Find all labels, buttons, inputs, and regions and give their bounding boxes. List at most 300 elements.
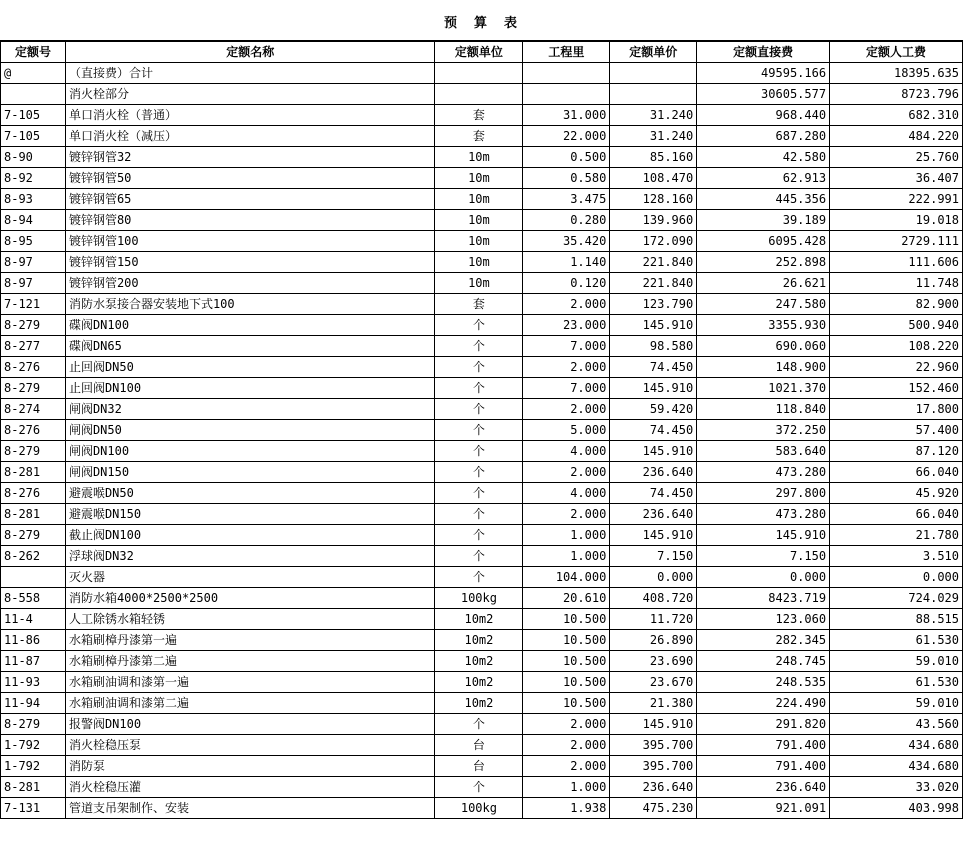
cell-unit-price[interactable]: 172.090	[610, 231, 697, 252]
table-row	[1, 735, 963, 756]
cell-unit[interactable]: 个	[435, 546, 523, 567]
cell-direct-cost[interactable]: 8423.719	[697, 588, 830, 609]
col-header-name[interactable]: 定额名称	[65, 42, 435, 63]
cell-unit[interactable]: 10m	[435, 168, 523, 189]
cell-unit-price[interactable]: 85.160	[610, 147, 697, 168]
cell-unit[interactable]: 个	[435, 504, 523, 525]
cell-name[interactable]: 灭火器	[65, 567, 435, 588]
cell-name[interactable]: 碟阀DN100	[65, 315, 435, 336]
cell-code[interactable]: 7-131	[1, 798, 66, 819]
cell-quantity[interactable]: 7.000	[523, 378, 610, 399]
cell-name[interactable]: 消火栓稳压泵	[65, 735, 435, 756]
cell-labor-cost[interactable]: 11.748	[830, 273, 963, 294]
cell-quantity[interactable]: 2.000	[523, 756, 610, 777]
table-row	[1, 168, 963, 189]
cell-name[interactable]: 镀锌钢管150	[65, 252, 435, 273]
table-row	[1, 231, 963, 252]
cell-unit[interactable]: 10m2	[435, 609, 523, 630]
cell-direct-cost[interactable]: 123.060	[697, 609, 830, 630]
cell-name[interactable]: 人工除锈水箱轻锈	[65, 609, 435, 630]
cell-code[interactable]	[1, 84, 66, 105]
col-header-direct-cost[interactable]: 定额直接费	[697, 42, 830, 63]
cell-labor-cost[interactable]: 61.530	[830, 672, 963, 693]
cell-name[interactable]: 镀锌钢管200	[65, 273, 435, 294]
cell-code[interactable]: 7-121	[1, 294, 66, 315]
cell-quantity[interactable]: 2.000	[523, 294, 610, 315]
cell-name[interactable]: 消火栓稳压灌	[65, 777, 435, 798]
cell-labor-cost[interactable]: 87.120	[830, 441, 963, 462]
cell-quantity[interactable]: 35.420	[523, 231, 610, 252]
cell-quantity[interactable]: 2.000	[523, 735, 610, 756]
cell-quantity[interactable]: 20.610	[523, 588, 610, 609]
table-row	[1, 210, 963, 231]
table-row	[1, 609, 963, 630]
cell-unit[interactable]: 10m2	[435, 672, 523, 693]
cell-quantity[interactable]: 1.000	[523, 546, 610, 567]
cell-name[interactable]: 镀锌钢管100	[65, 231, 435, 252]
cell-name[interactable]: 报警阀DN100	[65, 714, 435, 735]
cell-direct-cost[interactable]: 224.490	[697, 693, 830, 714]
table-row	[1, 651, 963, 672]
cell-unit-price[interactable]: 74.450	[610, 483, 697, 504]
cell-direct-cost[interactable]: 3355.930	[697, 315, 830, 336]
cell-labor-cost[interactable]: 18395.635	[830, 63, 963, 84]
cell-unit-price[interactable]: 26.890	[610, 630, 697, 651]
cell-quantity[interactable]: 23.000	[523, 315, 610, 336]
cell-unit[interactable]: 10m2	[435, 693, 523, 714]
col-header-quantity[interactable]: 工程里	[523, 42, 610, 63]
cell-quantity[interactable]: 4.000	[523, 483, 610, 504]
table-row	[1, 756, 963, 777]
cell-unit-price[interactable]: 236.640	[610, 777, 697, 798]
cell-unit[interactable]: 个	[435, 399, 523, 420]
cell-direct-cost[interactable]: 62.913	[697, 168, 830, 189]
table-body	[1, 63, 963, 819]
cell-unit[interactable]: 个	[435, 777, 523, 798]
table-row	[1, 714, 963, 735]
cell-unit-price[interactable]: 98.580	[610, 336, 697, 357]
cell-unit[interactable]: 个	[435, 462, 523, 483]
cell-unit[interactable]: 100kg	[435, 798, 523, 819]
cell-unit[interactable]: 100kg	[435, 588, 523, 609]
cell-name[interactable]: 避震喉DN50	[65, 483, 435, 504]
cell-code[interactable]: 8-279	[1, 525, 66, 546]
cell-quantity[interactable]: 0.580	[523, 168, 610, 189]
cell-direct-cost[interactable]: 473.280	[697, 504, 830, 525]
sheet-title: 预 算 表	[443, 16, 519, 31]
cell-name[interactable]: 碟阀DN65	[65, 336, 435, 357]
cell-direct-cost[interactable]: 252.898	[697, 252, 830, 273]
cell-direct-cost[interactable]: 791.400	[697, 756, 830, 777]
cell-quantity[interactable]	[523, 63, 610, 84]
col-header-code[interactable]: 定额号	[1, 42, 66, 63]
cell-name[interactable]: 水箱刷樟丹漆第二遍	[65, 651, 435, 672]
cell-direct-cost[interactable]: 248.535	[697, 672, 830, 693]
cell-unit[interactable]: 个	[435, 315, 523, 336]
cell-unit[interactable]: 个	[435, 336, 523, 357]
cell-unit[interactable]: 套	[435, 105, 523, 126]
cell-name[interactable]: 止回阀DN50	[65, 357, 435, 378]
cell-code[interactable]: 11-4	[1, 609, 66, 630]
cell-name[interactable]: 闸阀DN50	[65, 420, 435, 441]
cell-unit[interactable]: 台	[435, 756, 523, 777]
cell-code[interactable]: 8-281	[1, 504, 66, 525]
table-row	[1, 315, 963, 336]
cell-code[interactable]: 7-105	[1, 105, 66, 126]
cell-unit-price[interactable]: 145.910	[610, 378, 697, 399]
cell-unit-price[interactable]: 145.910	[610, 315, 697, 336]
cell-labor-cost[interactable]: 33.020	[830, 777, 963, 798]
cell-unit[interactable]: 10m	[435, 252, 523, 273]
cell-unit-price[interactable]	[610, 84, 697, 105]
cell-direct-cost[interactable]: 372.250	[697, 420, 830, 441]
cell-direct-cost[interactable]: 30605.577	[697, 84, 830, 105]
cell-code[interactable]: 8-276	[1, 357, 66, 378]
cell-code[interactable]: 11-94	[1, 693, 66, 714]
cell-direct-cost[interactable]: 291.820	[697, 714, 830, 735]
cell-direct-cost[interactable]: 247.580	[697, 294, 830, 315]
cell-unit[interactable]: 个	[435, 357, 523, 378]
cell-labor-cost[interactable]: 61.530	[830, 630, 963, 651]
cell-unit-price[interactable]: 221.840	[610, 273, 697, 294]
cell-unit[interactable]: 10m	[435, 210, 523, 231]
table-row	[1, 441, 963, 462]
cell-unit-price[interactable]: 0.000	[610, 567, 697, 588]
cell-unit-price[interactable]: 108.470	[610, 168, 697, 189]
cell-unit-price[interactable]: 123.790	[610, 294, 697, 315]
cell-unit-price[interactable]: 21.380	[610, 693, 697, 714]
cell-name[interactable]: 水箱刷油调和漆第一遍	[65, 672, 435, 693]
cell-quantity[interactable]	[523, 84, 610, 105]
cell-code[interactable]: @	[1, 63, 66, 84]
cell-direct-cost[interactable]: 968.440	[697, 105, 830, 126]
cell-code[interactable]: 8-281	[1, 462, 66, 483]
cell-unit[interactable]: 10m	[435, 273, 523, 294]
table-row	[1, 378, 963, 399]
cell-labor-cost[interactable]: 111.606	[830, 252, 963, 273]
table-row	[1, 252, 963, 273]
cell-quantity[interactable]: 2.000	[523, 462, 610, 483]
cell-name[interactable]: 消防水箱4000*2500*2500	[65, 588, 435, 609]
cell-code[interactable]: 8-279	[1, 378, 66, 399]
cell-code[interactable]: 8-276	[1, 420, 66, 441]
cell-unit-price[interactable]: 23.690	[610, 651, 697, 672]
cell-unit-price[interactable]: 395.700	[610, 735, 697, 756]
cell-code[interactable]: 8-276	[1, 483, 66, 504]
cell-unit-price[interactable]: 139.960	[610, 210, 697, 231]
cell-quantity[interactable]: 2.000	[523, 714, 610, 735]
cell-labor-cost[interactable]: 66.040	[830, 504, 963, 525]
cell-name[interactable]: 止回阀DN100	[65, 378, 435, 399]
cell-unit-price[interactable]: 145.910	[610, 525, 697, 546]
table-row	[1, 105, 963, 126]
cell-direct-cost[interactable]: 42.580	[697, 147, 830, 168]
cell-labor-cost[interactable]: 3.510	[830, 546, 963, 567]
cell-unit[interactable]: 10m	[435, 189, 523, 210]
cell-code[interactable]: 8-558	[1, 588, 66, 609]
cell-labor-cost[interactable]: 17.800	[830, 399, 963, 420]
cell-name[interactable]: 管道支吊架制作、安装	[65, 798, 435, 819]
cell-unit[interactable]: 10m	[435, 231, 523, 252]
cell-name[interactable]: 闸阀DN150	[65, 462, 435, 483]
cell-unit-price[interactable]: 74.450	[610, 357, 697, 378]
cell-code[interactable]: 8-97	[1, 252, 66, 273]
cell-unit-price[interactable]	[610, 63, 697, 84]
table-row	[1, 462, 963, 483]
cell-labor-cost[interactable]: 682.310	[830, 105, 963, 126]
cell-quantity[interactable]: 10.500	[523, 651, 610, 672]
cell-quantity[interactable]: 4.000	[523, 441, 610, 462]
cell-name[interactable]: 镀锌钢管50	[65, 168, 435, 189]
cell-labor-cost[interactable]: 45.920	[830, 483, 963, 504]
cell-unit-price[interactable]: 11.720	[610, 609, 697, 630]
cell-quantity[interactable]: 10.500	[523, 630, 610, 651]
table-row	[1, 189, 963, 210]
cell-labor-cost[interactable]: 2729.111	[830, 231, 963, 252]
cell-labor-cost[interactable]: 22.960	[830, 357, 963, 378]
cell-labor-cost[interactable]: 25.760	[830, 147, 963, 168]
cell-unit-price[interactable]: 31.240	[610, 105, 697, 126]
cell-direct-cost[interactable]: 6095.428	[697, 231, 830, 252]
cell-code[interactable]: 8-262	[1, 546, 66, 567]
table-row	[1, 693, 963, 714]
cell-quantity[interactable]: 0.280	[523, 210, 610, 231]
cell-quantity[interactable]: 10.500	[523, 609, 610, 630]
cell-name[interactable]: 消防泵	[65, 756, 435, 777]
table-row	[1, 126, 963, 147]
table-row	[1, 84, 963, 105]
cell-unit[interactable]: 个	[435, 714, 523, 735]
table-row	[1, 273, 963, 294]
table-row	[1, 588, 963, 609]
cell-quantity[interactable]: 22.000	[523, 126, 610, 147]
cell-direct-cost[interactable]: 248.745	[697, 651, 830, 672]
table-row	[1, 777, 963, 798]
table-row	[1, 483, 963, 504]
cell-direct-cost[interactable]: 791.400	[697, 735, 830, 756]
cell-labor-cost[interactable]: 403.998	[830, 798, 963, 819]
cell-labor-cost[interactable]: 21.780	[830, 525, 963, 546]
header-row	[1, 42, 963, 63]
cell-labor-cost[interactable]: 108.220	[830, 336, 963, 357]
cell-quantity[interactable]: 1.938	[523, 798, 610, 819]
cell-unit-price[interactable]: 145.910	[610, 714, 697, 735]
table-row	[1, 567, 963, 588]
cell-direct-cost[interactable]: 26.621	[697, 273, 830, 294]
cell-unit-price[interactable]: 31.240	[610, 126, 697, 147]
cell-code[interactable]: 8-279	[1, 714, 66, 735]
cell-code[interactable]: 8-90	[1, 147, 66, 168]
table-row	[1, 504, 963, 525]
cell-unit-price[interactable]: 395.700	[610, 756, 697, 777]
cell-direct-cost[interactable]: 297.800	[697, 483, 830, 504]
cell-direct-cost[interactable]: 473.280	[697, 462, 830, 483]
cell-code[interactable]: 11-93	[1, 672, 66, 693]
cell-direct-cost[interactable]: 236.640	[697, 777, 830, 798]
cell-quantity[interactable]: 104.000	[523, 567, 610, 588]
cell-quantity[interactable]: 0.500	[523, 147, 610, 168]
table-row	[1, 525, 963, 546]
cell-name[interactable]: 镀锌钢管32	[65, 147, 435, 168]
cell-code[interactable]: 8-281	[1, 777, 66, 798]
cell-direct-cost[interactable]: 148.900	[697, 357, 830, 378]
cell-unit[interactable]: 个	[435, 378, 523, 399]
cell-labor-cost[interactable]: 8723.796	[830, 84, 963, 105]
cell-quantity[interactable]: 3.475	[523, 189, 610, 210]
cell-unit[interactable]: 个	[435, 525, 523, 546]
cell-quantity[interactable]: 1.000	[523, 525, 610, 546]
cell-quantity[interactable]: 1.140	[523, 252, 610, 273]
cell-name[interactable]: （直接费）合计	[65, 63, 435, 84]
cell-unit[interactable]: 10m	[435, 147, 523, 168]
cell-name[interactable]: 单口消火栓（普通）	[65, 105, 435, 126]
cell-name[interactable]: 避震喉DN150	[65, 504, 435, 525]
cell-direct-cost[interactable]: 687.280	[697, 126, 830, 147]
cell-unit[interactable]: 10m2	[435, 651, 523, 672]
cell-code[interactable]: 8-279	[1, 441, 66, 462]
cell-name[interactable]: 闸阀DN100	[65, 441, 435, 462]
cell-code[interactable]: 8-94	[1, 210, 66, 231]
cell-labor-cost[interactable]: 724.029	[830, 588, 963, 609]
cell-quantity[interactable]: 10.500	[523, 693, 610, 714]
cell-labor-cost[interactable]: 57.400	[830, 420, 963, 441]
cell-code[interactable]	[1, 567, 66, 588]
cell-direct-cost[interactable]: 583.640	[697, 441, 830, 462]
cell-code[interactable]: 8-92	[1, 168, 66, 189]
cell-code[interactable]: 8-95	[1, 231, 66, 252]
cell-name[interactable]: 消火栓部分	[65, 84, 435, 105]
cell-quantity[interactable]: 10.500	[523, 672, 610, 693]
cell-unit-price[interactable]: 74.450	[610, 420, 697, 441]
cell-unit-price[interactable]: 475.230	[610, 798, 697, 819]
cell-code[interactable]: 8-279	[1, 315, 66, 336]
cell-code[interactable]: 11-87	[1, 651, 66, 672]
cell-name[interactable]: 闸阀DN32	[65, 399, 435, 420]
cell-name[interactable]: 截止阀DN100	[65, 525, 435, 546]
cell-quantity[interactable]: 2.000	[523, 357, 610, 378]
table-row	[1, 147, 963, 168]
cell-name[interactable]: 浮球阀DN32	[65, 546, 435, 567]
cell-quantity[interactable]: 5.000	[523, 420, 610, 441]
col-header-unit[interactable]: 定额单位	[435, 42, 523, 63]
cell-code[interactable]: 11-86	[1, 630, 66, 651]
cell-labor-cost[interactable]: 434.680	[830, 756, 963, 777]
cell-unit[interactable]	[435, 63, 523, 84]
cell-unit-price[interactable]: 221.840	[610, 252, 697, 273]
cell-labor-cost[interactable]: 82.900	[830, 294, 963, 315]
cell-quantity[interactable]: 7.000	[523, 336, 610, 357]
col-header-labor-cost[interactable]: 定额人工费	[830, 42, 963, 63]
table-row	[1, 357, 963, 378]
cell-unit-price[interactable]: 59.420	[610, 399, 697, 420]
cell-name[interactable]: 水箱刷油调和漆第二遍	[65, 693, 435, 714]
cell-labor-cost[interactable]: 59.010	[830, 651, 963, 672]
cell-name[interactable]: 镀锌钢管65	[65, 189, 435, 210]
col-header-unit-price[interactable]: 定额单价	[610, 42, 697, 63]
cell-code[interactable]: 8-97	[1, 273, 66, 294]
cell-labor-cost[interactable]: 36.407	[830, 168, 963, 189]
budget-table	[0, 41, 963, 819]
cell-direct-cost[interactable]: 145.910	[697, 525, 830, 546]
cell-labor-cost[interactable]: 88.515	[830, 609, 963, 630]
cell-name[interactable]: 水箱刷樟丹漆第一遍	[65, 630, 435, 651]
table-row	[1, 399, 963, 420]
cell-unit[interactable]: 台	[435, 735, 523, 756]
cell-unit-price[interactable]: 408.720	[610, 588, 697, 609]
cell-unit[interactable]: 个	[435, 567, 523, 588]
cell-labor-cost[interactable]: 434.680	[830, 735, 963, 756]
cell-code[interactable]: 1-792	[1, 735, 66, 756]
cell-labor-cost[interactable]: 152.460	[830, 378, 963, 399]
cell-labor-cost[interactable]: 19.018	[830, 210, 963, 231]
table-row	[1, 63, 963, 84]
cell-unit[interactable]: 个	[435, 420, 523, 441]
cell-direct-cost[interactable]: 7.150	[697, 546, 830, 567]
cell-direct-cost[interactable]: 921.091	[697, 798, 830, 819]
cell-direct-cost[interactable]: 690.060	[697, 336, 830, 357]
table-row	[1, 672, 963, 693]
table-row	[1, 798, 963, 819]
cell-labor-cost[interactable]: 222.991	[830, 189, 963, 210]
cell-labor-cost[interactable]: 0.000	[830, 567, 963, 588]
table-row	[1, 546, 963, 567]
table-row	[1, 420, 963, 441]
cell-direct-cost[interactable]: 118.840	[697, 399, 830, 420]
cell-code[interactable]: 8-93	[1, 189, 66, 210]
cell-name[interactable]: 消防水泵接合器安装地下式100	[65, 294, 435, 315]
cell-unit[interactable]: 套	[435, 294, 523, 315]
cell-code[interactable]: 8-277	[1, 336, 66, 357]
title-row	[0, 0, 963, 41]
cell-direct-cost[interactable]: 445.356	[697, 189, 830, 210]
cell-quantity[interactable]: 2.000	[523, 504, 610, 525]
cell-quantity[interactable]: 31.000	[523, 105, 610, 126]
cell-quantity[interactable]: 1.000	[523, 777, 610, 798]
cell-unit[interactable]: 套	[435, 126, 523, 147]
cell-unit[interactable]: 10m2	[435, 630, 523, 651]
cell-direct-cost[interactable]: 1021.370	[697, 378, 830, 399]
cell-unit-price[interactable]: 236.640	[610, 504, 697, 525]
cell-unit-price[interactable]: 236.640	[610, 462, 697, 483]
cell-unit-price[interactable]: 7.150	[610, 546, 697, 567]
cell-direct-cost[interactable]: 282.345	[697, 630, 830, 651]
table-row	[1, 294, 963, 315]
table-row	[1, 630, 963, 651]
cell-name[interactable]: 单口消火栓（减压）	[65, 126, 435, 147]
cell-unit-price[interactable]: 128.160	[610, 189, 697, 210]
cell-code[interactable]: 8-274	[1, 399, 66, 420]
cell-name[interactable]: 镀锌钢管80	[65, 210, 435, 231]
cell-labor-cost[interactable]: 500.940	[830, 315, 963, 336]
cell-labor-cost[interactable]: 484.220	[830, 126, 963, 147]
cell-unit-price[interactable]: 145.910	[610, 441, 697, 462]
cell-labor-cost[interactable]: 66.040	[830, 462, 963, 483]
cell-direct-cost[interactable]: 0.000	[697, 567, 830, 588]
cell-code[interactable]: 1-792	[1, 756, 66, 777]
cell-labor-cost[interactable]: 43.560	[830, 714, 963, 735]
cell-direct-cost[interactable]: 39.189	[697, 210, 830, 231]
cell-unit[interactable]: 个	[435, 441, 523, 462]
cell-quantity[interactable]: 0.120	[523, 273, 610, 294]
cell-labor-cost[interactable]: 59.010	[830, 693, 963, 714]
cell-direct-cost[interactable]: 49595.166	[697, 63, 830, 84]
cell-unit-price[interactable]: 23.670	[610, 672, 697, 693]
table-row	[1, 336, 963, 357]
cell-unit[interactable]: 个	[435, 483, 523, 504]
cell-code[interactable]: 7-105	[1, 126, 66, 147]
cell-unit[interactable]	[435, 84, 523, 105]
cell-quantity[interactable]: 2.000	[523, 399, 610, 420]
